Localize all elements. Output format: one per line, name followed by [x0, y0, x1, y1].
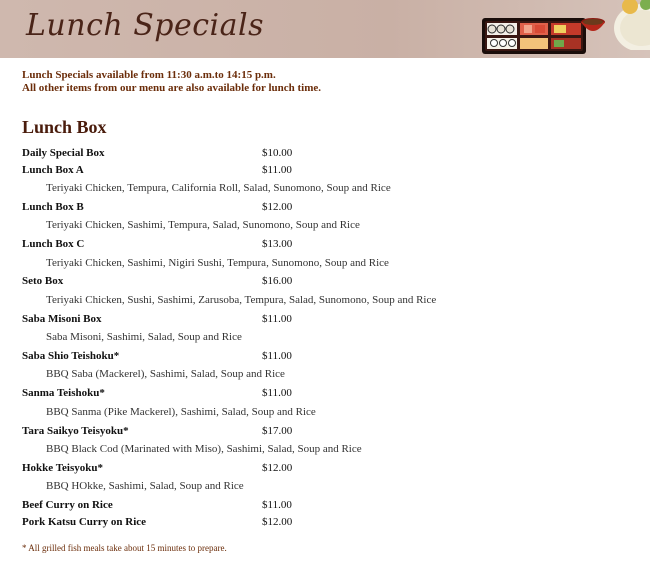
lunch-hours-notice [22, 69, 321, 95]
menu-item [22, 147, 642, 164]
item-name: Lunch Box B [22, 200, 84, 213]
item-description: Teriyaki Chicken, Sashimi, Tempura, Salad, Sunomono, Soup and Rice [46, 219, 360, 232]
item-description: BBQ Sanma (Pike Mackerel), Sashimi, Salad, Soup and Rice [46, 405, 316, 418]
item-price: $11.00 [262, 349, 292, 362]
item-price: $13.00 [262, 238, 293, 251]
section-title: Lunch Box [22, 117, 107, 137]
item-name: Lunch Box C [22, 238, 85, 251]
intro-line-menu: All other items from our menu are also available for lunch time. [22, 82, 322, 94]
item-name: Lunch Box A [22, 163, 84, 176]
menu-item [22, 313, 642, 350]
item-price: $16.00 [262, 275, 293, 288]
menu-item [22, 275, 642, 312]
item-name: Sanma Teishoku* [22, 387, 105, 400]
menu-item [22, 201, 642, 238]
menu-item [22, 238, 642, 275]
item-name: Hokke Teisyoku* [22, 461, 104, 474]
item-price: $11.00 [262, 312, 292, 325]
item-description: Teriyaki Chicken, Sushi, Sashimi, Zarusoba, Tempura, Salad, Sunomono, Soup and Rice [46, 293, 437, 306]
menu-list [22, 147, 642, 532]
item-name: Seto Box [22, 275, 64, 288]
page-title: Lunch Specials [26, 8, 265, 43]
menu-item [22, 387, 642, 424]
plate-illustration [612, 0, 650, 50]
footnote: * All grilled fish meals take about 15 minutes to prepare. [22, 543, 227, 553]
item-price: $17.00 [262, 424, 293, 437]
bento-box-illustration [480, 12, 588, 56]
item-description: Saba Misoni, Sashimi, Salad, Soup and Rice [46, 331, 242, 344]
menu-item [22, 516, 642, 533]
item-description: Teriyaki Chicken, Sashimi, Nigiri Sushi, Tempura, Sunomono, Soup and Rice [46, 256, 389, 269]
item-description: BBQ Saba (Mackerel), Sashimi, Salad, Soup and Rice [46, 368, 285, 381]
item-name: Saba Shio Teishoku* [22, 349, 120, 362]
item-price: $12.00 [262, 461, 293, 474]
item-price: $11.00 [262, 163, 292, 176]
header-banner [0, 0, 650, 58]
item-description: BBQ HOkke, Sashimi, Salad, Soup and Rice [46, 480, 244, 493]
item-name: Saba Misoni Box [22, 312, 102, 325]
menu-item [22, 350, 642, 387]
menu-item [22, 164, 642, 201]
item-price: $12.00 [262, 515, 293, 528]
menu-item [22, 462, 642, 499]
item-name: Beef Curry on Rice [22, 499, 113, 512]
item-description: Teriyaki Chicken, Tempura, California Roll, Salad, Sunomono, Soup and Rice [46, 182, 391, 194]
item-price: $11.00 [262, 499, 292, 512]
item-price: $12.00 [262, 200, 293, 213]
menu-item [22, 499, 642, 516]
intro-line-hours: Lunch Specials available from 11:30 a.m.to 14:15 p.m. [22, 69, 276, 81]
item-price: $10.00 [262, 147, 293, 159]
item-name: Daily Special Box [22, 147, 105, 159]
item-name: Tara Saikyo Teisyoku* [22, 424, 129, 437]
item-name: Pork Katsu Curry on Rice [22, 515, 147, 528]
item-description: BBQ Black Cod (Marinated with Miso), Sashimi, Salad, Soup and Rice [46, 443, 362, 456]
menu-item [22, 425, 642, 462]
soup-bowl-illustration [580, 14, 606, 36]
item-price: $11.00 [262, 387, 292, 400]
